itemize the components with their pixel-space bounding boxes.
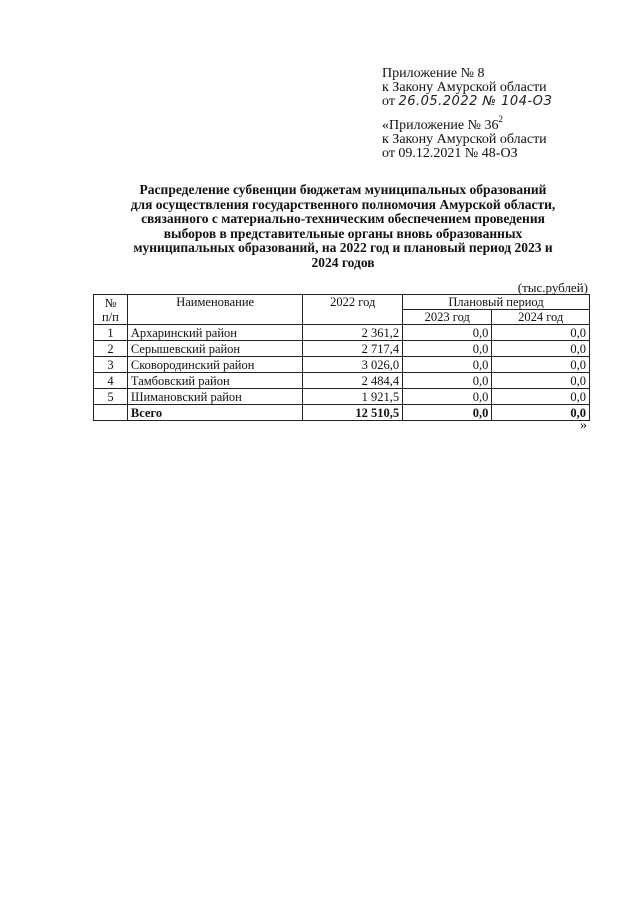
row-district: Шимановский район — [127, 389, 303, 405]
title-line: связанного с материально-техническим обеспечением проведения — [141, 211, 545, 226]
table-row — [94, 389, 590, 405]
row-2022-value: 2 717,4 — [303, 341, 403, 357]
appendix-8-block — [382, 67, 552, 109]
appendix-8-date-line — [382, 95, 552, 109]
row-number: 1 — [94, 325, 128, 341]
total-2023-value: 0,0 — [403, 405, 492, 421]
table-total-row — [94, 405, 590, 421]
table-row — [94, 357, 590, 373]
row-number: 3 — [94, 357, 128, 373]
appendix-8-date-prefix: от — [382, 94, 395, 109]
row-district: Тамбовский район — [127, 373, 303, 389]
total-2022-value: 12 510,5 — [303, 405, 403, 421]
row-2022-value: 1 921,5 — [303, 389, 403, 405]
document-title — [95, 183, 591, 270]
appendix-36-date: от 09.12.2021 № 48-ОЗ — [382, 146, 518, 161]
row-2023-value: 0,0 — [403, 389, 492, 405]
appendix-8-title: Приложение № 8 — [382, 66, 485, 81]
appendix-36-title — [382, 114, 547, 133]
title-line: 2024 годов — [311, 254, 375, 270]
appendix-36-law: к Закону Амурской области — [382, 132, 547, 147]
units-label: (тыс.рублей) — [517, 280, 588, 295]
row-number: 4 — [94, 373, 128, 389]
row-2023-value: 0,0 — [403, 341, 492, 357]
header-2024: 2024 год — [492, 310, 590, 325]
title-line: выборов в представительные органы вновь образованных — [163, 225, 523, 241]
row-2023-value: 0,0 — [403, 325, 492, 341]
header-2022: 2022 год — [303, 295, 403, 325]
total-number-empty — [94, 405, 128, 421]
table-row — [94, 325, 590, 341]
total-2024-value: 0,0 — [492, 405, 590, 421]
table-row — [94, 341, 590, 357]
table-header-row — [94, 295, 590, 310]
appendix-36-superscript: 2 — [498, 114, 503, 125]
header-name: Наименование — [127, 295, 303, 325]
appendix-36-block — [382, 114, 547, 161]
header-planned-period: Плановый период — [403, 295, 590, 310]
total-label: Всего — [127, 405, 303, 421]
row-2024-value: 0,0 — [492, 389, 590, 405]
closing-quote: » — [580, 418, 587, 433]
row-number: 5 — [94, 389, 128, 405]
row-district: Сковородинский район — [127, 357, 303, 373]
title-line: для осуществления государственного полномочия Амурской области, — [130, 196, 556, 212]
subvention-table — [93, 294, 590, 421]
row-2023-value: 0,0 — [403, 357, 492, 373]
row-2022-value: 3 026,0 — [303, 357, 403, 373]
title-line: Распределение субвенции бюджетам муниципальных образований — [139, 182, 547, 197]
header-number — [94, 295, 128, 325]
row-2022-value: 2 484,4 — [303, 373, 403, 389]
header-2023: 2023 год — [403, 310, 492, 325]
row-2023-value: 0,0 — [403, 373, 492, 389]
row-district: Серышевский район — [127, 341, 303, 357]
row-district: Архаринский район — [127, 325, 303, 341]
row-2022-value: 2 361,2 — [303, 325, 403, 341]
row-2024-value: 0,0 — [492, 341, 590, 357]
row-2024-value: 0,0 — [492, 373, 590, 389]
appendix-36-title-text: «Приложение № 36 — [382, 118, 499, 133]
appendix-8-handwritten-date: 26.05.2022 № 104-ОЗ — [398, 94, 553, 109]
header-number-symbol: № — [104, 295, 117, 310]
title-line: муниципальных образований, на 2022 год и плановый период 2023 и — [133, 240, 553, 255]
table-row — [94, 373, 590, 389]
header-number-pp: п/п — [102, 309, 119, 324]
appendix-8-law: к Закону Амурской области — [382, 80, 547, 95]
row-2024-value: 0,0 — [492, 325, 590, 341]
row-2024-value: 0,0 — [492, 357, 590, 373]
row-number: 2 — [94, 341, 128, 357]
